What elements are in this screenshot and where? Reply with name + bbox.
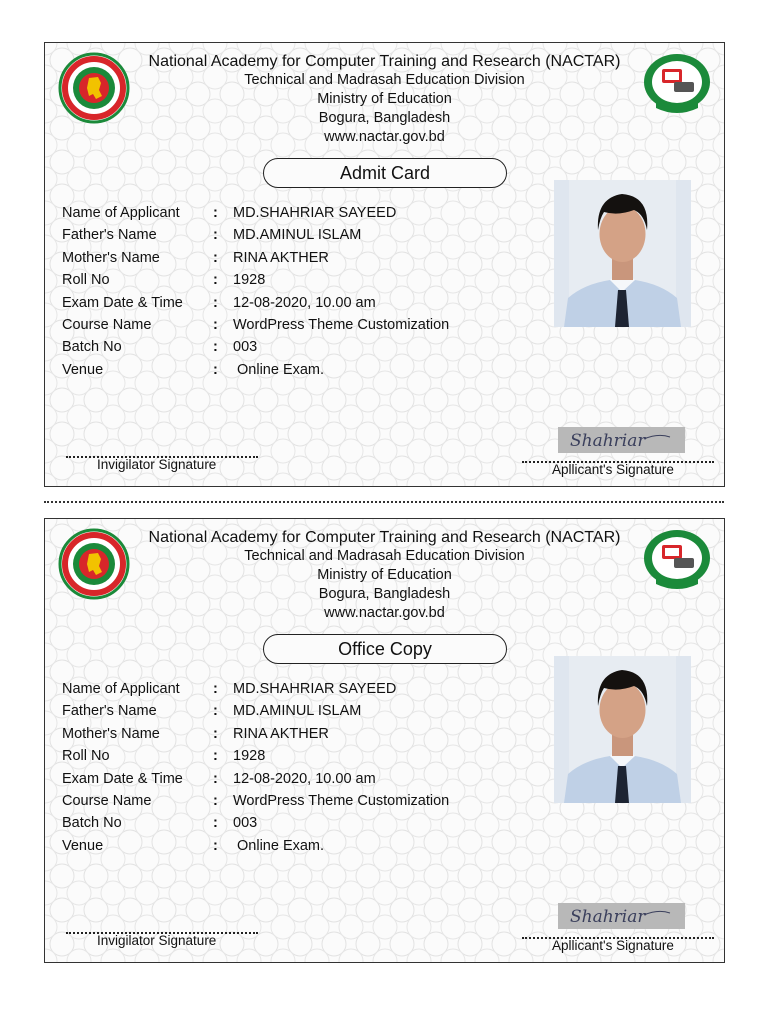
- field-value: MD.SHAHRIAR SAYEED: [233, 205, 397, 221]
- field-label: Father's Name: [62, 227, 157, 244]
- field-value: 12-08-2020, 10.00 am: [233, 294, 376, 311]
- institution-header: [45, 528, 724, 623]
- field-value: Online Exam.: [237, 837, 325, 854]
- field-label: Exam Date & Time: [62, 294, 183, 311]
- applicant-signature-label: Apllicant's Signature: [552, 938, 674, 953]
- field-value: 12-08-2020, 10.00 am: [233, 770, 376, 787]
- field-value: WordPress Theme Customization: [233, 792, 450, 809]
- colon: :: [213, 339, 218, 356]
- colon: :: [213, 294, 218, 311]
- invigilator-signature-label: Invigilator Signature: [97, 933, 217, 948]
- applicant-handwritten-signature: [558, 903, 685, 929]
- signature-text: Shahriar: [570, 431, 646, 451]
- org-name: National Academy for Computer Training and Research (NACTAR): [148, 53, 621, 70]
- field-label: Course Name: [62, 792, 152, 809]
- colon: :: [213, 703, 218, 720]
- field-value: 003: [233, 339, 258, 356]
- ministry-name: Ministry of Education: [317, 91, 452, 107]
- field-value: 1928: [233, 272, 266, 289]
- colon: :: [213, 205, 218, 221]
- cut-divider: [44, 501, 724, 503]
- colon: :: [213, 249, 218, 266]
- field-value: RINA AKTHER: [233, 249, 329, 266]
- office-copy-card: [44, 518, 725, 963]
- field-label: Exam Date & Time: [62, 770, 183, 787]
- colon: :: [213, 316, 218, 333]
- colon: :: [213, 770, 218, 787]
- location: Bogura, Bangladesh: [318, 110, 451, 126]
- field-value: WordPress Theme Customization: [233, 316, 450, 333]
- field-label: Father's Name: [62, 703, 157, 720]
- website: www.nactar.gov.bd: [324, 129, 445, 145]
- field-label: Name of Applicant: [62, 681, 180, 697]
- invigilator-signature-label: Invigilator Signature: [97, 457, 217, 472]
- field-label: Course Name: [62, 316, 152, 333]
- field-value: RINA AKTHER: [233, 725, 329, 742]
- division-name: Technical and Madrasah Education Division: [244, 548, 525, 564]
- field-label: Venue: [62, 837, 104, 854]
- applicant-signature-label: Apllicant's Signature: [552, 462, 674, 477]
- colon: :: [213, 792, 218, 809]
- field-label: Roll No: [62, 748, 110, 765]
- nactar-logo-icon: [642, 52, 712, 116]
- field-label: Name of Applicant: [62, 205, 180, 221]
- location: Bogura, Bangladesh: [318, 586, 451, 602]
- ministry-name: Ministry of Education: [317, 567, 452, 583]
- field-value: Online Exam.: [237, 361, 325, 378]
- website: www.nactar.gov.bd: [324, 605, 445, 621]
- field-value: MD.AMINUL ISLAM: [233, 703, 362, 720]
- field-value: 003: [233, 815, 258, 832]
- colon: :: [213, 272, 218, 289]
- colon: :: [213, 815, 218, 832]
- applicant-photo: [554, 180, 691, 327]
- colon: :: [213, 681, 218, 697]
- field-value: MD.AMINUL ISLAM: [233, 227, 362, 244]
- colon: :: [213, 361, 218, 378]
- applicant-photo: [554, 656, 691, 803]
- colon: :: [213, 725, 218, 742]
- applicant-handwritten-signature: [558, 427, 685, 453]
- field-label: Mother's Name: [62, 249, 160, 266]
- institution-header: [45, 52, 724, 147]
- field-label: Batch No: [62, 339, 122, 356]
- field-label: Roll No: [62, 272, 110, 289]
- division-name: Technical and Madrasah Education Division: [244, 72, 525, 88]
- nactar-logo-icon: [642, 528, 712, 592]
- colon: :: [213, 748, 218, 765]
- card-title: Admit Card: [263, 158, 507, 188]
- org-name: National Academy for Computer Training and Research (NACTAR): [148, 529, 621, 546]
- card-title: Office Copy: [263, 634, 507, 664]
- field-label: Mother's Name: [62, 725, 160, 742]
- field-label: Venue: [62, 361, 104, 378]
- field-label: Batch No: [62, 815, 122, 832]
- field-value: MD.SHAHRIAR SAYEED: [233, 681, 397, 697]
- colon: :: [213, 837, 218, 854]
- signature-text: Shahriar: [570, 907, 646, 927]
- field-value: 1928: [233, 748, 266, 765]
- colon: :: [213, 227, 218, 244]
- admit-card: [44, 42, 725, 487]
